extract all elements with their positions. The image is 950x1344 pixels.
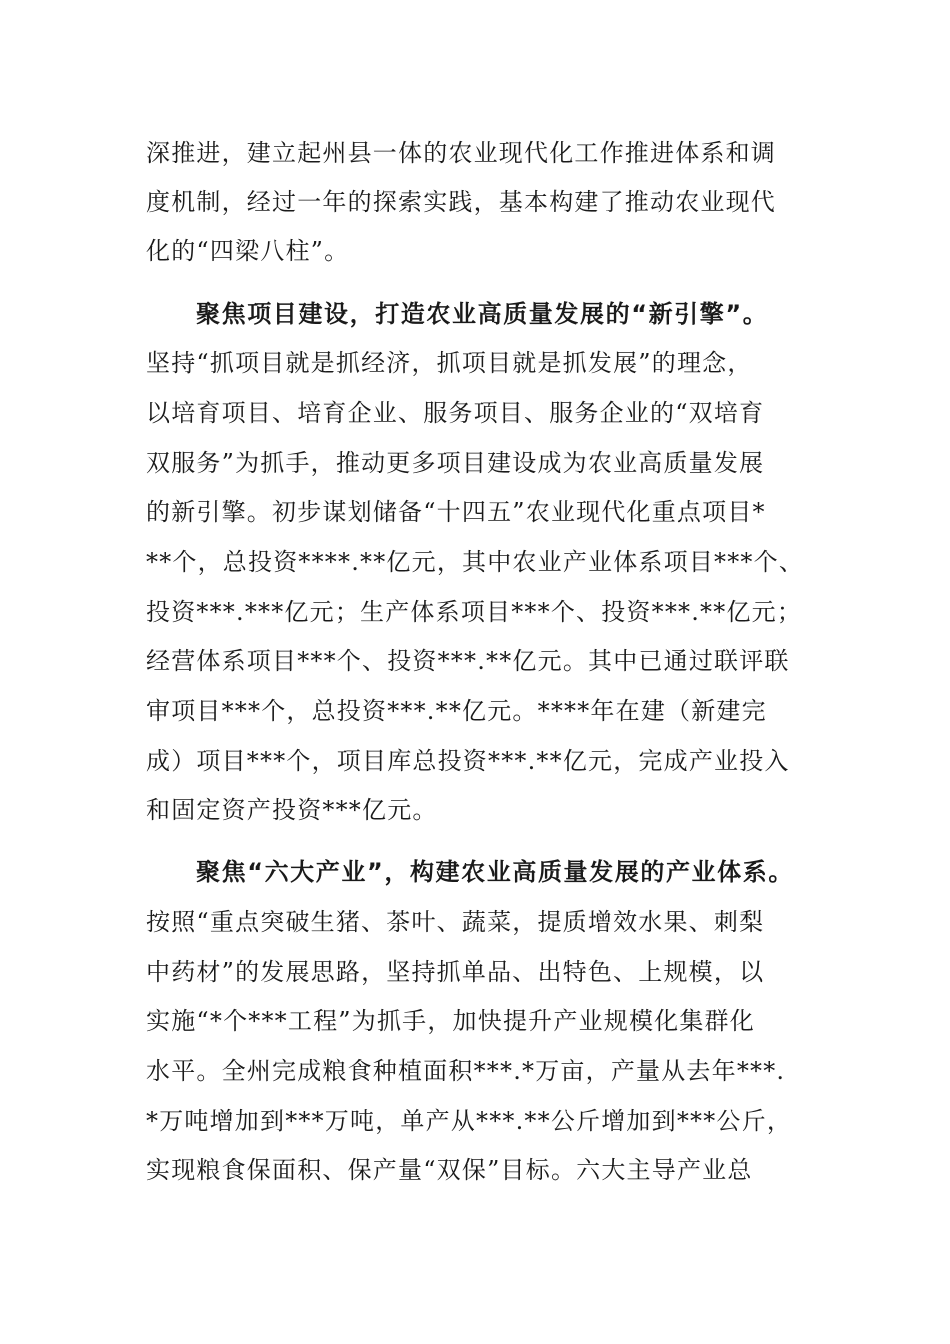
paragraph-line: **个，总投资****.**亿元，其中农业产业体系项目***个、	[146, 548, 805, 576]
paragraph-line: 审项目***个，总投资***.**亿元。****年在建（新建完	[146, 697, 767, 725]
paragraph-line: 成）项目***个，项目库总投资***.**亿元，完成产业投入	[146, 747, 790, 775]
paragraph-line: 投资***.***亿元；生产体系项目***个、投资***.**亿元；	[146, 598, 803, 626]
paragraph-line: 以培育项目、培育企业、服务项目、服务企业的“双培育	[146, 399, 765, 427]
paragraph-line: 的新引擎。初步谋划储备“十四五”农业现代化重点项目*	[146, 498, 766, 526]
paragraph-line: 坚持“抓项目就是抓经济，抓项目就是抓发展”的理念，	[146, 349, 753, 377]
section-heading: 聚焦“六大产业”，构建农业高质量发展的产业体系。	[196, 858, 794, 886]
paragraph-line: 度机制，经过一年的探索实践，基本构建了推动农业现代	[146, 188, 776, 216]
paragraph-line: 经营体系项目***个、投资***.**亿元。其中已通过联评联	[146, 647, 790, 675]
paragraph-line: 实施“*个***工程”为抓手，加快提升产业规模化集群化	[146, 1007, 755, 1035]
paragraph-line: *万吨增加到***万吨，单产从***.**公斤增加到***公斤，	[146, 1107, 793, 1135]
paragraph-line: 实现粮食保面积、保产量“双保”目标。六大主导产业总	[146, 1156, 753, 1184]
paragraph-line: 深推进，建立起州县一体的农业现代化工作推进体系和调	[146, 139, 776, 167]
paragraph-line: 和固定资产投资***亿元。	[146, 796, 438, 824]
paragraph-line: 双服务”为抓手，推动更多项目建设成为农业高质量发展	[146, 449, 765, 477]
paragraph-line: 按照“重点突破生猪、茶叶、蔬菜，提质增效水果、刺梨	[146, 908, 765, 936]
paragraph-line: 化的“四梁八柱”。	[146, 237, 350, 265]
paragraph-line: 中药材”的发展思路，坚持抓单品、出特色、上规模，以	[146, 958, 765, 986]
section-heading: 聚焦项目建设，打造农业高质量发展的“新引擎”。	[196, 300, 769, 328]
paragraph-line: 水平。全州完成粮食种植面积***.*万亩，产量从去年***.	[146, 1057, 786, 1085]
